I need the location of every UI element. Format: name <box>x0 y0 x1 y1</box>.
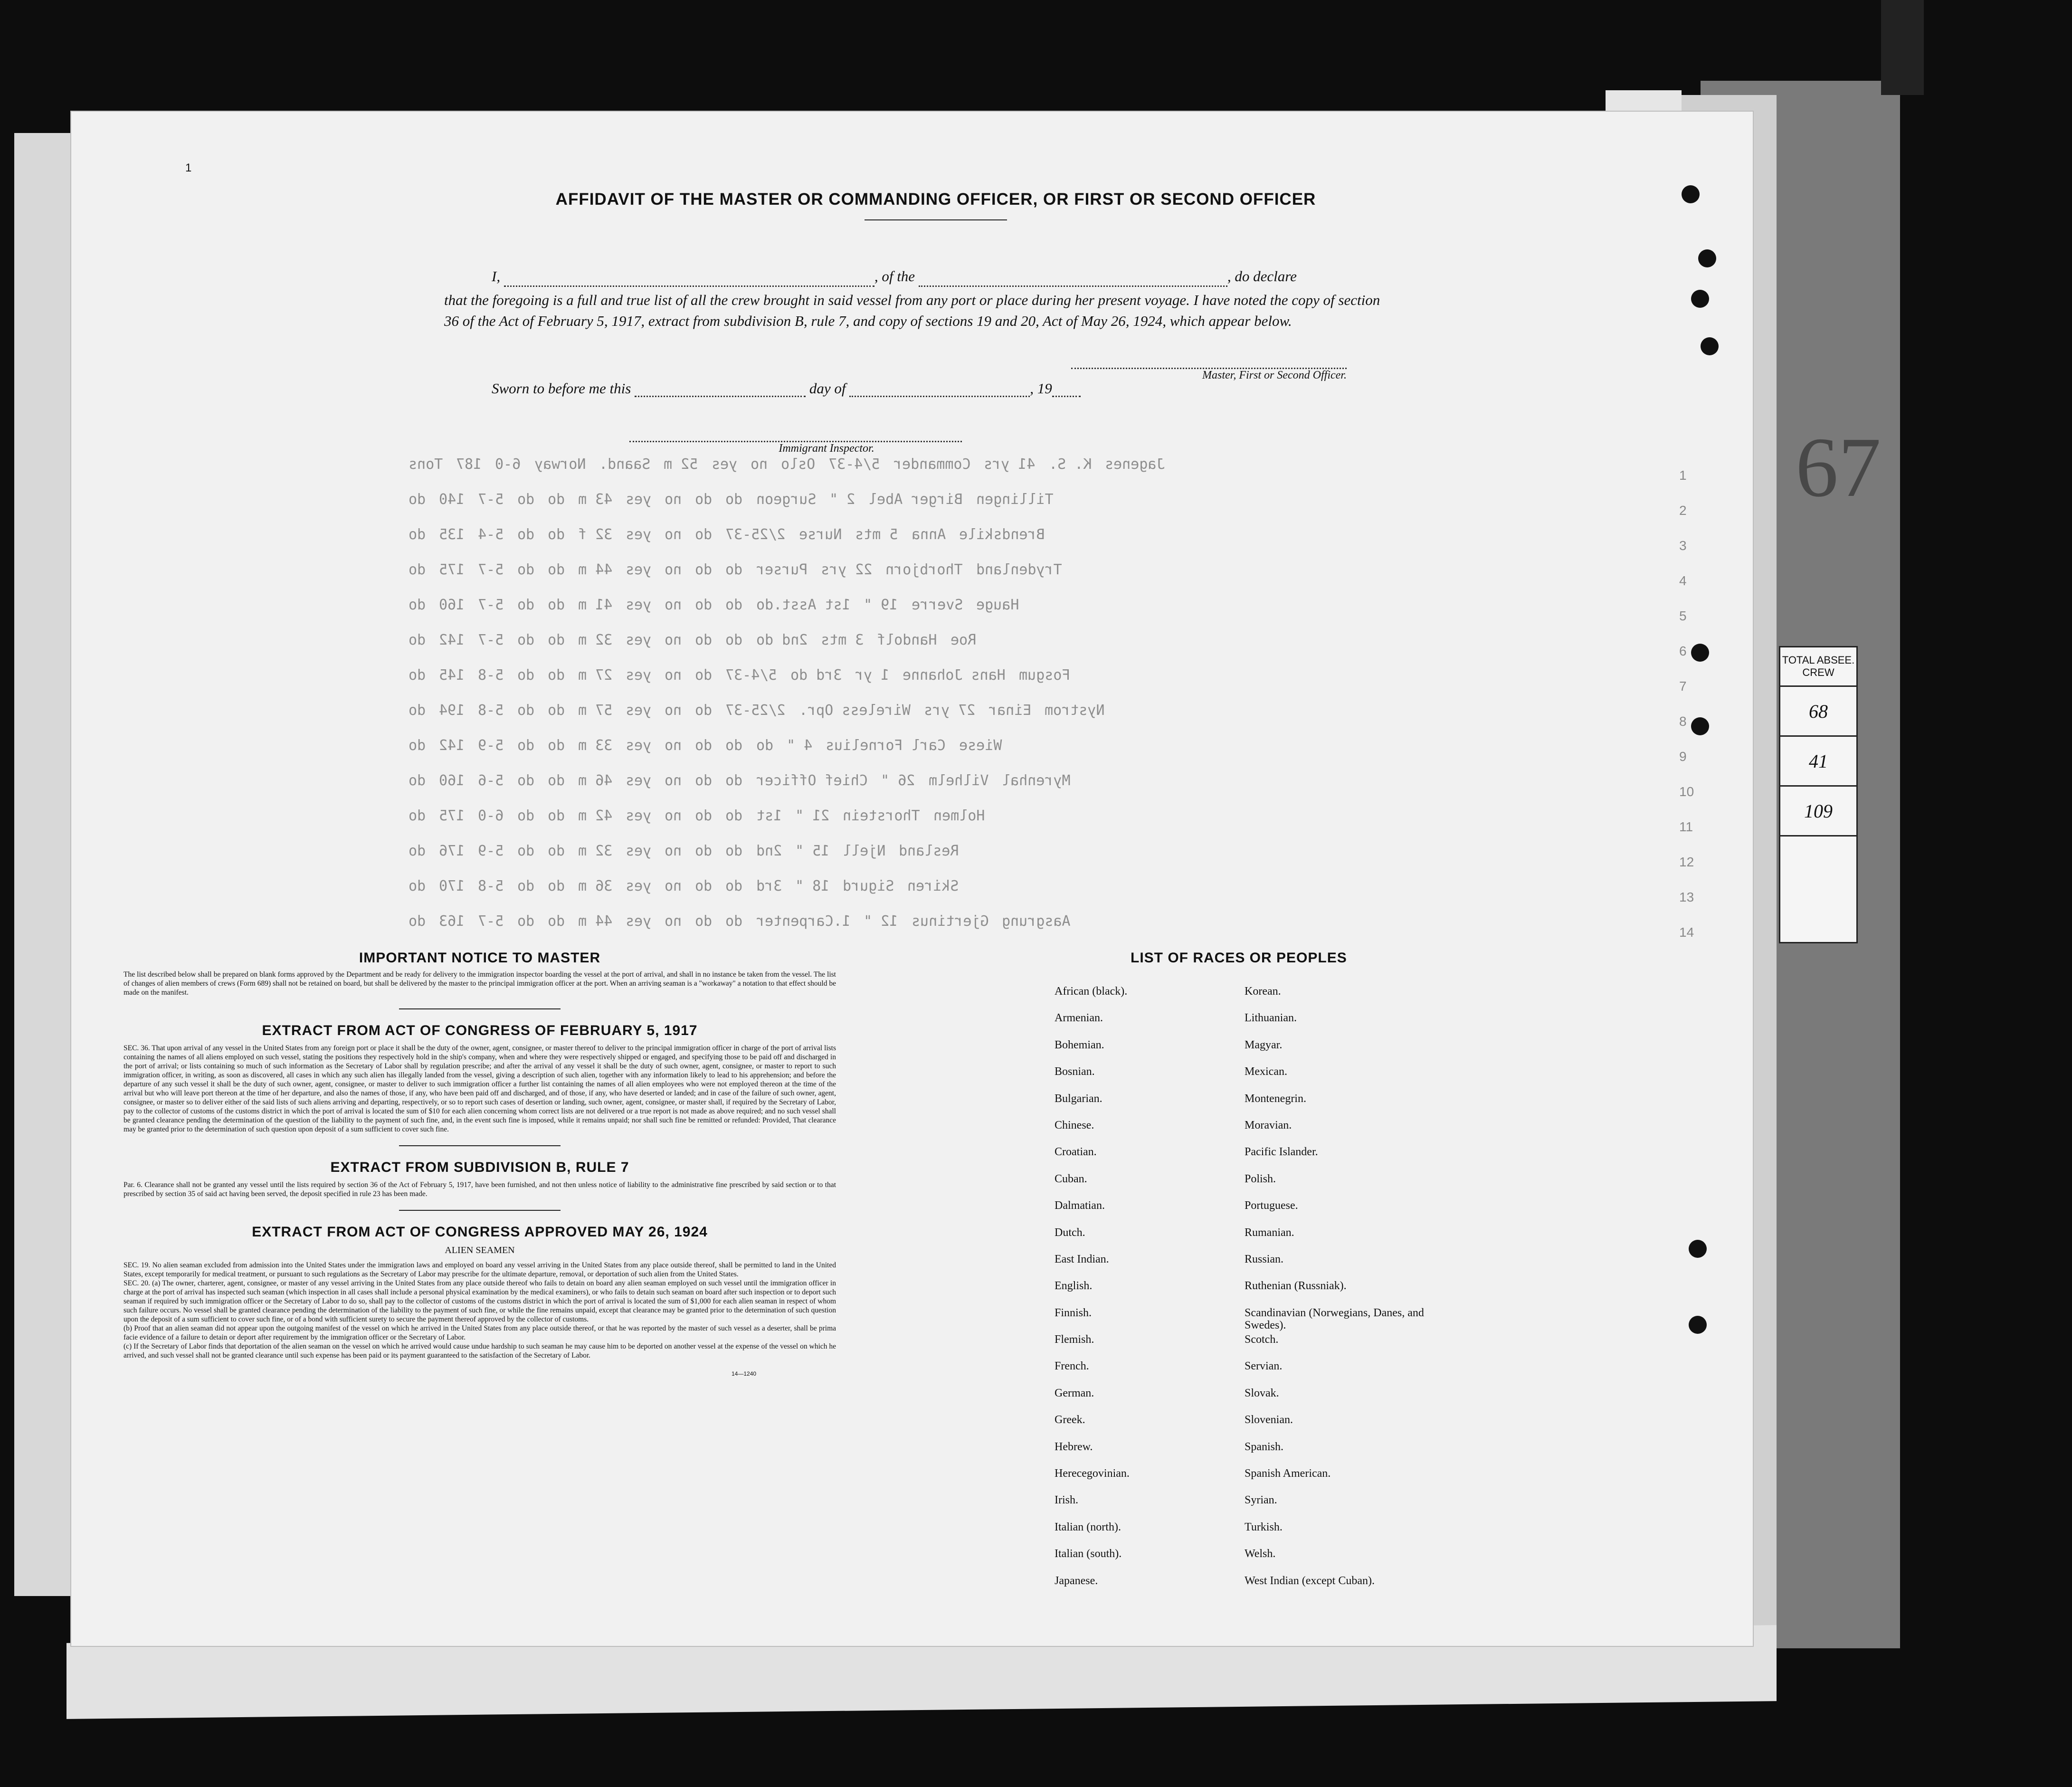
ghost-cell: 160 <box>439 597 465 613</box>
affidavit-body <box>444 266 1385 332</box>
ghost-cell: yes <box>626 702 652 719</box>
ghost-cell: yes <box>626 808 652 824</box>
ghost-cell: Carl Fornelius <box>825 737 946 754</box>
ghost-cell: do <box>409 597 426 613</box>
races-title: LIST OF RACES OR PEOPLES <box>1131 950 1347 966</box>
ghost-cell: Tons <box>409 456 443 473</box>
ghost-cell: 46 m <box>578 772 612 789</box>
dark-fold <box>1881 0 1924 95</box>
ghost-row <box>409 737 1653 772</box>
race-item: Dutch. <box>1055 1226 1085 1239</box>
ghost-cell: 41 m <box>578 597 612 613</box>
ghost-row <box>409 667 1653 702</box>
race-item: Scandinavian (Norwegians, Danes, and Swedes). <box>1245 1306 1424 1331</box>
ghost-cell: 5-8 <box>478 667 504 684</box>
ghost-cell: Commander <box>893 456 971 473</box>
rule7-title: EXTRACT FROM SUBDIVISION B, RULE 7 <box>330 1160 629 1175</box>
ghost-cell: do <box>517 526 534 543</box>
extract-1924-title: EXTRACT FROM ACT OF CONGRESS APPROVED MAY 26, 1924 <box>252 1224 708 1240</box>
master-signature: Master, First or Second Officer. <box>1071 355 1347 382</box>
ghost-cell: Njell <box>843 843 886 859</box>
ghost-cell: no <box>750 456 768 473</box>
race-item: Portuguese. <box>1245 1199 1298 1212</box>
ghost-row <box>409 702 1653 737</box>
ghost-cell: no <box>665 913 682 930</box>
ghost-cell: Aasgrung <box>1002 913 1071 930</box>
ghost-row <box>409 632 1653 667</box>
race-item: Lithuanian. <box>1245 1012 1297 1025</box>
ghost-cell: do <box>517 843 534 859</box>
affidavit-line1: I, , of the , do declare <box>444 266 1385 287</box>
ghost-cell: Chief Officer <box>756 772 868 789</box>
ghost-cell: 27 yrs <box>923 702 976 719</box>
tally-header: TOTAL ABSEE. CREW <box>1780 647 1856 687</box>
ghost-cell: do <box>517 737 534 754</box>
ghost-cell: do <box>695 702 713 719</box>
sec20b-body: (b) Proof that an alien seaman did not appear upon the outgoing manifest of the vessel on which he arrived in the United States from any place outside thereof, or that he was reported by the master of such vessel as a deserter, shall be prima facie evidence of a failure to detain or deport after requirement by the immigration officer or the Secretary of Labor. <box>124 1324 836 1341</box>
race-item: Hebrew. <box>1055 1440 1093 1453</box>
ghost-cell: 5-7 <box>478 561 504 578</box>
race-item: French. <box>1055 1360 1089 1373</box>
race-item: Pacific Islander. <box>1245 1146 1318 1159</box>
tally-value: 41 <box>1780 737 1856 787</box>
ghost-cell: Thorstein <box>843 808 920 824</box>
punch-hole-icon <box>1689 1316 1707 1334</box>
ghost-cell: Holmen <box>933 808 985 824</box>
race-item: Magyar. <box>1245 1038 1283 1051</box>
ghost-cell: Fosgum <box>1019 667 1071 684</box>
notice-body: The list described below shall be prepared on blank forms approved by the Department and be ready for delivery to the immigration inspector boarding the vessel at the port of arrival, and shall in no instance be taken from the vessel. The list of changes of alien members of crews (Form 689) shall not be retained on board, but shall be delivered by the master to the principal immigration officer at the port. When an arriving seaman is a "workaway" a notation to that effect should be made on the manifest. <box>124 970 836 997</box>
ghost-cell: do <box>547 561 565 578</box>
race-item: Finnish. <box>1055 1306 1092 1319</box>
ghost-cell: Resland <box>899 843 959 859</box>
race-item: Dalmatian. <box>1055 1199 1105 1212</box>
ghost-cell: do <box>547 878 565 894</box>
ghost-cell: no <box>665 702 682 719</box>
form-number: 14—1240 <box>732 1370 757 1377</box>
ghost-cell: Einar <box>988 702 1032 719</box>
races-right-column <box>1245 985 1449 1601</box>
ghost-cell: Saand. <box>599 456 651 473</box>
ghost-cell: 5-7 <box>478 913 504 930</box>
race-item: Montenegrin. <box>1245 1092 1306 1105</box>
ghost-cell: 12 " <box>864 913 898 930</box>
ghost-cell: no <box>665 878 682 894</box>
ghost-row <box>409 772 1653 808</box>
ghost-cell: 2 " <box>829 491 855 508</box>
ghost-cell: 170 <box>439 878 465 894</box>
ghost-cell: yes <box>626 667 652 684</box>
ghost-cell: Hans Johanne <box>903 667 1006 684</box>
ghost-cell: do <box>725 597 743 613</box>
ghost-row <box>409 526 1653 561</box>
race-item: Herecegovinian. <box>1055 1467 1130 1480</box>
ghost-cell: do <box>695 526 713 543</box>
ghost-cell: do <box>695 632 713 648</box>
ghost-cell: no <box>665 772 682 789</box>
ghost-cell: do <box>409 913 426 930</box>
extract-1917-title: EXTRACT FROM ACT OF CONGRESS OF FEBRUARY 5, 1917 <box>262 1023 698 1038</box>
ghost-cell: 15 " <box>795 843 829 859</box>
ghost-cell: 1st Asst.do <box>756 597 851 613</box>
race-item: Spanish. <box>1245 1440 1284 1453</box>
ghost-cell: do <box>409 878 426 894</box>
bleed-through-manifest <box>409 456 1653 948</box>
ghost-cell: 187 <box>456 456 482 473</box>
ghost-cell: yes <box>626 526 652 543</box>
ghost-cell: do <box>695 913 713 930</box>
affidavit-declaration: that the foregoing is a full and true list of all the crew brought in said vessel from any port or place during her present voyage. I have noted the copy of section 36 of the Act of February 5, 1917, extract from subdivision B, rule 7, and copy of sections 19 and 20, Act of May 26, 1924, which appear below. <box>444 292 1380 329</box>
ghost-cell: do <box>517 561 534 578</box>
ghost-row <box>409 491 1653 526</box>
sec20c-body: (c) If the Secretary of Labor finds that deportation of the alien seaman on the vessel on which he arrived would cause undue hardship to such seaman he may cause him to be deported on another vessel at the expense of the vessel on which he arrived, and such vessel shall not be granted clearance until such expense has been paid or its payment guaranteed to the satisfaction of the Secretary of Labor. <box>124 1342 836 1359</box>
ghost-cell: Sverre <box>911 597 963 613</box>
ghost-cell: 52 m <box>664 456 698 473</box>
sec19-body: SEC. 19. No alien seaman excluded from admission into the United States under the immigration laws and employed on board any vessel arriving in the United States from any place outside thereof, shall be permitted to land in the United States, except temporarily for medical treatment, or pursuant to such regulations as the Secretary of Labor may prescribe for the ultimate departure, removal, or deportation of such alien from the United States. <box>124 1261 836 1278</box>
ghost-cell: K. S. <box>1048 456 1092 473</box>
ghost-cell: 5-4 <box>478 526 504 543</box>
ghost-cell: 5/4-37 <box>828 456 880 473</box>
ghost-cell: 44 m <box>578 913 612 930</box>
ghost-cell: 6-0 <box>478 808 504 824</box>
ghost-cell: 175 <box>439 808 465 824</box>
ghost-cell: no <box>665 632 682 648</box>
ghost-cell: Nystrom <box>1045 702 1105 719</box>
ghost-cell: do <box>409 772 426 789</box>
race-item: Russian. <box>1245 1253 1284 1265</box>
race-item: Bosnian. <box>1055 1065 1095 1078</box>
race-item: Chinese. <box>1055 1119 1094 1131</box>
race-item: Italian (south). <box>1055 1548 1122 1560</box>
ghost-cell: yes <box>711 456 737 473</box>
race-item: Cuban. <box>1055 1172 1087 1185</box>
ghost-cell: yes <box>626 561 652 578</box>
ghost-cell: do <box>517 597 534 613</box>
ghost-cell: 176 <box>439 843 465 859</box>
race-item: Ruthenian (Russniak). <box>1245 1280 1347 1293</box>
inspector-signature: Immigrant Inspector. <box>629 428 962 455</box>
ghost-cell: Trydenland <box>976 561 1062 578</box>
punch-hole-icon <box>1689 1240 1707 1258</box>
ghost-cell: 142 <box>439 737 465 754</box>
ghost-cell: 140 <box>439 491 465 508</box>
race-item: African (black). <box>1055 985 1128 998</box>
ghost-cell: do <box>547 702 565 719</box>
ghost-cell: do <box>725 808 743 824</box>
ghost-cell: do <box>409 808 426 824</box>
ghost-cell: do <box>695 597 713 613</box>
ghost-cell: do <box>517 632 534 648</box>
corner-mark: 1 <box>185 162 192 174</box>
ghost-cell: 27 m <box>578 667 612 684</box>
ghost-cell: 4 " <box>786 737 812 754</box>
ghost-cell: Jagenes <box>1104 456 1165 473</box>
ghost-cell: Wiese <box>959 737 1002 754</box>
ghost-cell: do <box>517 772 534 789</box>
extract-1917-body: SEC. 36. That upon arrival of any vessel in the United States from any foreign port or place it shall be the duty of the owner, agent, consignee, or master thereof to deliver to the principal immigration officer in charge of the port of arrival lists containing the names of all aliens employed on such vessel, stating the positions they respectively hold in the ship's company, when and where they were respectively shipped or engaged, and specifying those to be paid off and discharged in the port of arrival; or lists containing so much of such information as the Secretary of Labor shall by regulation prescribe; and after the arrival of any vessel it shall be the duty of such owner, agent, consignee, or master to report to such immigration officer, in writing, as soon as discovered, all cases in which any such alien has illegally landed from the vessel, giving a description of such alien, together with any information likely to lead to his apprehension; and before the departure of any such vessel it shall be the duty of such owner, agent, consignee, or master to deliver to such immigration officer a further list containing the names of all alien employees who were not employed thereon at the time of the arrival but who will leave port thereon at the time of her departure, and also the names of those, if any, who have been paid off and discharged, and of those, if any, who have deserted or landed; and in case of the failure of such owner, agent, consignee, or master so to deliver either of the said lists of such aliens arriving and departing, respectively, or so to report such cases of desertion or landing, such owner, agent, consignee, or master shall, if required by the Secretary of Labor, pay to the collector of customs of the customs district in which the port of arrival is located the sum of $10 for each alien concerning whom correct lists are not delivered or a true report is not made as above required; and no such vessel shall be granted clearance pending the determination of the question of the liability to the payment of such fine, and, in the event such fine is imposed, while it remains unpaid; nor shall such fine be remitted or refunded: Provided, That clearance may be granted prior to the determination of such question upon deposit of a sum sufficient to cover such fine. <box>124 1044 836 1133</box>
ghost-cell: Surgeon <box>756 491 816 508</box>
ghost-cell: 42 m <box>578 808 612 824</box>
ghost-cell: 36 m <box>578 878 612 894</box>
ghost-cell: 5-9 <box>478 843 504 859</box>
ghost-cell: 175 <box>439 561 465 578</box>
ghost-cell: do <box>409 632 426 648</box>
ghost-cell: 2/25-37 <box>725 526 786 543</box>
ghost-cell: Sigurd <box>843 878 894 894</box>
ghost-cell: Birger Abel <box>868 491 963 508</box>
race-item: Mexican. <box>1245 1065 1287 1078</box>
ghost-cell: do <box>695 772 713 789</box>
ghost-cell: yes <box>626 878 652 894</box>
ghost-row <box>409 913 1653 948</box>
race-item: Welsh. <box>1245 1548 1276 1560</box>
race-item: English. <box>1055 1280 1093 1293</box>
ghost-cell: 5-8 <box>478 702 504 719</box>
ghost-cell: do <box>409 526 426 543</box>
ghost-cell: no <box>665 808 682 824</box>
ghost-row <box>409 878 1653 913</box>
sec20a-body: SEC. 20. (a) The owner, charterer, agent, consignee, or master of any vessel arriving in the United States from any place outside thereof who fails to detain on board any alien seaman employed on such vessel until the immigration officer in charge at the port of arrival has inspected such seaman (which inspection in all cases shall include a personal physical examination by the medical examiners), or who fails to detain such seaman on board after such inspection or to deport such seaman if required by such immigration officer or the Secretary of Labor to do so, shall pay to the collector of customs of the customs district in which the port of arrival is located the sum of $1,000 for each alien seaman in respect of whom such failure occurs. No vessel shall be granted clearance pending the determination of the liability to the payment of such fine, or while the fine remains unpaid, except that clearance may be granted prior to the determination of such question upon the deposit of a sum sufficient to cover such fine, or of a bond with sufficient surety to secure the payment thereof approved by the collector of customs. <box>124 1279 836 1323</box>
ghost-cell: do <box>725 843 743 859</box>
ghost-cell: 32 f <box>578 526 612 543</box>
affidavit-title: AFFIDAVIT OF THE MASTER OR COMMANDING OFFICER, OR FIRST OR SECOND OFFICER <box>555 190 1316 209</box>
ghost-cell: 2nd do <box>756 632 808 648</box>
ghost-cell: Anna <box>911 526 946 543</box>
ghost-cell: 1 yr <box>855 667 890 684</box>
ghost-row <box>409 456 1653 491</box>
race-item: East Indian. <box>1055 1253 1109 1265</box>
ghost-cell: 19 " <box>864 597 898 613</box>
ghost-cell: no <box>665 737 682 754</box>
ghost-cell: 5/4-37 <box>725 667 777 684</box>
ghost-cell: do <box>517 491 534 508</box>
ghost-cell: 3rd do <box>790 667 842 684</box>
ghost-cell: 32 m <box>578 843 612 859</box>
ghost-row <box>409 597 1653 632</box>
name-blank <box>504 273 874 287</box>
punch-hole-icon <box>1701 337 1719 355</box>
notices-column <box>124 950 836 1377</box>
handwritten-number: 67 <box>1796 420 1881 514</box>
race-item: Polish. <box>1245 1172 1276 1185</box>
ghost-cell: do <box>725 491 743 508</box>
ghost-cell: Vilhelm <box>928 772 989 789</box>
ghost-cell: 2/25-37 <box>725 702 786 719</box>
ghost-cell: 43 m <box>578 491 612 508</box>
ghost-cell: 5-7 <box>478 597 504 613</box>
race-item: Irish. <box>1055 1494 1078 1507</box>
race-item: Moravian. <box>1245 1119 1292 1131</box>
ghost-cell: 145 <box>439 667 465 684</box>
ghost-cell: do <box>517 913 534 930</box>
ghost-cell: yes <box>626 632 652 648</box>
ghost-cell: 2nd <box>756 843 782 859</box>
ghost-cell: do <box>517 808 534 824</box>
ghost-cell: yes <box>626 491 652 508</box>
ghost-cell: do <box>547 526 565 543</box>
ghost-cell: 22 yrs <box>820 561 873 578</box>
ghost-cell: no <box>665 667 682 684</box>
ghost-cell: Handolf <box>877 632 937 648</box>
ghost-cell: do <box>756 737 773 754</box>
ghost-cell: 18 " <box>795 878 829 894</box>
race-item: Rumanian. <box>1245 1226 1294 1239</box>
ghost-cell: 1.Carpenter <box>756 913 851 930</box>
race-item: Italian (north). <box>1055 1521 1121 1533</box>
ghost-cell: 1st <box>756 808 782 824</box>
ghost-cell: Brendskile <box>959 526 1045 543</box>
sworn-line: Sworn to before me this day of , 19 <box>492 380 1081 397</box>
race-item: Korean. <box>1245 985 1281 998</box>
race-item: German. <box>1055 1387 1094 1399</box>
ghost-cell: no <box>665 491 682 508</box>
ghost-cell: do <box>547 772 565 789</box>
race-item: Slovenian. <box>1245 1414 1293 1426</box>
vessel-blank <box>919 273 1227 287</box>
ghost-cell: 194 <box>439 702 465 719</box>
race-item: West Indian (except Cuban). <box>1245 1574 1375 1587</box>
ghost-cell: Myrenhal <box>1002 772 1071 789</box>
ghost-row <box>409 808 1653 843</box>
race-item: Croatian. <box>1055 1146 1097 1159</box>
races-left-column <box>1055 985 1245 1601</box>
ghost-cell: do <box>547 632 565 648</box>
ghost-cell: 163 <box>439 913 465 930</box>
ghost-cell: do <box>409 843 426 859</box>
ghost-cell: Hauge <box>976 597 1019 613</box>
ghost-cell: 33 m <box>578 737 612 754</box>
ghost-cell: 3rd <box>756 878 782 894</box>
race-item: Armenian. <box>1055 1012 1103 1025</box>
ghost-cell: 5-9 <box>478 737 504 754</box>
ghost-cell: do <box>547 491 565 508</box>
ghost-cell: 160 <box>439 772 465 789</box>
ghost-cell: 3 mts <box>820 632 864 648</box>
tally-value: 68 <box>1780 687 1856 737</box>
punch-hole-icon <box>1691 290 1709 308</box>
ghost-cell: do <box>695 491 713 508</box>
ghost-cell: do <box>409 491 426 508</box>
ghost-cell: do <box>409 737 426 754</box>
ghost-cell: do <box>725 561 743 578</box>
race-item: Flemish. <box>1055 1333 1094 1346</box>
ghost-cell: Purser <box>756 561 808 578</box>
race-item: Bulgarian. <box>1055 1092 1103 1105</box>
ghost-cell: Wireless Opr. <box>798 702 911 719</box>
ghost-cell: Skiren <box>907 878 959 894</box>
tally-box <box>1779 646 1858 943</box>
ghost-cell: do <box>725 632 743 648</box>
race-item: Servian. <box>1245 1360 1283 1373</box>
tally-value: 109 <box>1780 787 1856 836</box>
ghost-cell: do <box>547 597 565 613</box>
rule7-body: Par. 6. Clearance shall not be granted any vessel until the lists required by section 36 of the Act of February 5, 1917, have been furnished, and not then unless notice of liability to the administrative fine prescribed by said section or to that prescribed by section 35 of said act having been served, the deposit specified in rule 23 has been made. <box>124 1181 836 1198</box>
alien-seamen-subtitle: ALIEN SEAMEN <box>445 1245 515 1255</box>
race-item: Scotch. <box>1245 1333 1279 1346</box>
ghost-cell: 6-0 <box>495 456 521 473</box>
ghost-cell: do <box>725 737 743 754</box>
ghost-cell: 26 " <box>881 772 915 789</box>
ghost-cell: do <box>725 772 743 789</box>
races-list <box>1055 950 1482 1601</box>
ghost-cell: do <box>695 878 713 894</box>
race-item: Bohemian. <box>1055 1038 1104 1051</box>
notice-title: IMPORTANT NOTICE TO MASTER <box>359 950 601 966</box>
ghost-cell: do <box>409 702 426 719</box>
ghost-cell: yes <box>626 737 652 754</box>
ghost-cell: do <box>695 843 713 859</box>
ghost-cell: do <box>517 878 534 894</box>
race-item: Syrian. <box>1245 1494 1277 1507</box>
ghost-cell: 135 <box>439 526 465 543</box>
ghost-cell: 21 " <box>795 808 829 824</box>
ghost-cell: 5-6 <box>478 772 504 789</box>
ghost-cell: 142 <box>439 632 465 648</box>
ghost-cell: 5-7 <box>478 632 504 648</box>
ghost-cell: do <box>695 737 713 754</box>
ghost-cell: no <box>665 561 682 578</box>
punch-hole-icon <box>1698 249 1716 267</box>
ghost-cell: do <box>547 737 565 754</box>
ghost-row <box>409 561 1653 597</box>
title-rule <box>865 219 1007 220</box>
ghost-cell: no <box>665 843 682 859</box>
ghost-cell: 44 m <box>578 561 612 578</box>
ghost-cell: do <box>695 561 713 578</box>
ghost-cell: Tillingen <box>976 491 1054 508</box>
ghost-cell: do <box>547 913 565 930</box>
ghost-cell: do <box>517 702 534 719</box>
ghost-cell: do <box>725 913 743 930</box>
ghost-cell: do <box>695 667 713 684</box>
ghost-cell: do <box>547 667 565 684</box>
ghost-cell: do <box>517 667 534 684</box>
ghost-cell: Norway <box>534 456 586 473</box>
ghost-cell: Thorbjorn <box>885 561 963 578</box>
ghost-cell: yes <box>626 597 652 613</box>
ghost-cell: yes <box>626 772 652 789</box>
ghost-cell: no <box>665 526 682 543</box>
ghost-cell: 5 mts <box>855 526 898 543</box>
ghost-cell: 41 yrs <box>984 456 1036 473</box>
ghost-cell: yes <box>626 843 652 859</box>
ghost-cell: do <box>547 808 565 824</box>
ghost-row <box>409 843 1653 878</box>
ghost-cell: do <box>725 878 743 894</box>
ghost-cell: Oslo <box>780 456 816 473</box>
race-item: Turkish. <box>1245 1521 1283 1533</box>
ghost-cell: Gjertinus <box>911 913 989 930</box>
ghost-cell: do <box>547 843 565 859</box>
ghost-cell: Roe <box>950 632 976 648</box>
ghost-cell: 5-8 <box>478 878 504 894</box>
ghost-cell: do <box>409 667 426 684</box>
ghost-cell: do <box>409 561 426 578</box>
ghost-cell: 5-7 <box>478 491 504 508</box>
ghost-cell: Nurse <box>798 526 842 543</box>
race-item: Japanese. <box>1055 1574 1098 1587</box>
race-item: Spanish American. <box>1245 1467 1331 1480</box>
ghost-cell: 57 m <box>578 702 612 719</box>
race-item: Greek. <box>1055 1414 1085 1426</box>
race-item: Slovak. <box>1245 1387 1279 1399</box>
row-numbers: 1 2 3 4 5 6 7 8 9 10 11 12 13 14 <box>1679 468 1694 940</box>
ghost-cell: 32 m <box>578 632 612 648</box>
ghost-cell: no <box>665 597 682 613</box>
ghost-cell: do <box>695 808 713 824</box>
ghost-cell: yes <box>626 913 652 930</box>
